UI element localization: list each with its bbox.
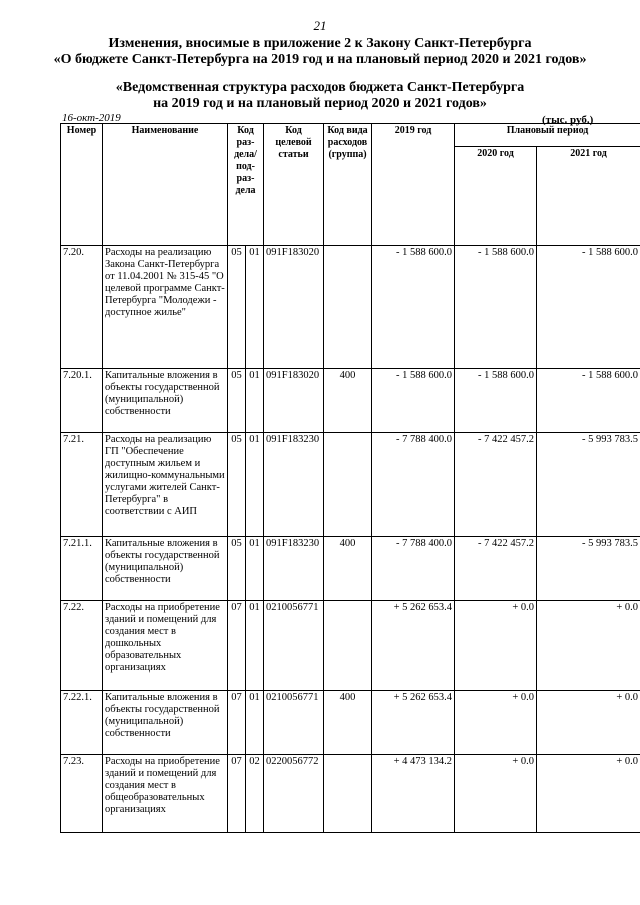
budget-table — [60, 123, 640, 833]
row-number: 7.20. — [61, 246, 103, 369]
header-expense-type-code: Код вида расходов (группа) — [324, 124, 372, 246]
row-target: 091F183230 — [264, 433, 324, 537]
row-2020: + 0.0 — [455, 755, 537, 833]
row-2019: - 7 788 400.0 — [372, 433, 455, 537]
row-expense-type — [324, 601, 372, 691]
row-name: Капитальные вложения в объекты государственной (муниципальной) собственности — [103, 691, 228, 755]
header-name: Наименование — [103, 124, 228, 246]
row-2019: + 5 262 653.4 — [372, 601, 455, 691]
row-section: 05 — [228, 433, 246, 537]
table-row — [61, 537, 640, 601]
row-target: 0220056772 — [264, 755, 324, 833]
row-target: 0210056771 — [264, 601, 324, 691]
row-2020: - 7 422 457.2 — [455, 433, 537, 537]
row-2020: + 0.0 — [455, 601, 537, 691]
row-2019: - 1 588 600.0 — [372, 246, 455, 369]
row-expense-type — [324, 755, 372, 833]
row-2021: - 1 588 600.0 — [537, 246, 640, 369]
row-subsection: 01 — [246, 433, 264, 537]
row-number: 7.21. — [61, 433, 103, 537]
row-2021: - 1 588 600.0 — [537, 369, 640, 433]
row-2020: - 1 588 600.0 — [455, 369, 537, 433]
document-title — [0, 36, 640, 68]
header-number: Номер — [61, 124, 103, 246]
row-section: 07 — [228, 755, 246, 833]
row-2019: - 1 588 600.0 — [372, 369, 455, 433]
header-2021: 2021 год — [537, 147, 640, 246]
row-target: 091F183230 — [264, 537, 324, 601]
row-name: Капитальные вложения в объекты государственной (муниципальной) собственности — [103, 369, 228, 433]
table-row — [61, 601, 640, 691]
row-target: 091F183020 — [264, 246, 324, 369]
row-expense-type: 400 — [324, 691, 372, 755]
row-2020: - 7 422 457.2 — [455, 537, 537, 601]
row-name: Капитальные вложения в объекты государственной (муниципальной) собственности — [103, 537, 228, 601]
table-row — [61, 246, 640, 369]
row-2021: + 0.0 — [537, 755, 640, 833]
row-name: Расходы на приобретение зданий и помещений для создания мест в общеобразовательных организациях — [103, 755, 228, 833]
row-number: 7.22. — [61, 601, 103, 691]
row-expense-type — [324, 433, 372, 537]
row-target: 091F183020 — [264, 369, 324, 433]
row-2021: - 5 993 783.5 — [537, 433, 640, 537]
row-subsection: 01 — [246, 537, 264, 601]
row-expense-type: 400 — [324, 537, 372, 601]
table-row — [61, 433, 640, 537]
row-2019: + 4 473 134.2 — [372, 755, 455, 833]
row-name: Расходы на приобретение зданий и помещений для создания мест в дошкольных образовательных организациях — [103, 601, 228, 691]
row-subsection: 01 — [246, 691, 264, 755]
row-2021: + 0.0 — [537, 601, 640, 691]
title-line-1: Изменения, вносимые в приложение 2 к Закону Санкт-Петербурга — [108, 36, 532, 51]
header-section-code: Код раз-дела/ под-раз-дела — [228, 124, 264, 246]
row-number: 7.21.1. — [61, 537, 103, 601]
table-row — [61, 755, 640, 833]
row-expense-type: 400 — [324, 369, 372, 433]
row-section: 05 — [228, 369, 246, 433]
table-row — [61, 369, 640, 433]
document-date: 16-окт-2019 — [62, 112, 121, 124]
row-subsection: 01 — [246, 369, 264, 433]
row-number: 7.22.1. — [61, 691, 103, 755]
row-section: 07 — [228, 691, 246, 755]
title-line-2: «О бюджете Санкт-Петербурга на 2019 год и на плановый период 2020 и 2021 годов» — [53, 52, 587, 67]
row-2020: + 0.0 — [455, 691, 537, 755]
row-section: 07 — [228, 601, 246, 691]
row-2021: + 0.0 — [537, 691, 640, 755]
row-number: 7.23. — [61, 755, 103, 833]
units-label: (тыс. руб.) — [542, 114, 594, 126]
row-2019: - 7 788 400.0 — [372, 537, 455, 601]
row-section: 05 — [228, 537, 246, 601]
header-2020: 2020 год — [455, 147, 537, 246]
subtitle-line-1: «Ведомственная структура расходов бюджета Санкт-Петербурга — [115, 80, 525, 95]
row-2021: - 5 993 783.5 — [537, 537, 640, 601]
header-planned-period: Плановый период — [455, 124, 640, 147]
subtitle-line-2: на 2019 год и на плановый период 2020 и 2021 годов» — [153, 96, 487, 111]
row-2020: - 1 588 600.0 — [455, 246, 537, 369]
document-subtitle — [0, 80, 640, 112]
row-number: 7.20.1. — [61, 369, 103, 433]
row-name: Расходы на реализацию Закона Санкт-Петербурга от 11.04.2001 № 315-45 "О целевой программе Санкт-Петербурга "Молодежи - доступное жилье" — [103, 246, 228, 369]
row-subsection: 01 — [246, 601, 264, 691]
header-2019: 2019 год — [372, 124, 455, 246]
table-row — [61, 691, 640, 755]
row-section: 05 — [228, 246, 246, 369]
row-name: Расходы на реализацию ГП "Обеспечение доступным жильем и жилищно-коммунальными услугами жителей Санкт-Петербурга" в соответствии с АИП — [103, 433, 228, 537]
row-target: 0210056771 — [264, 691, 324, 755]
row-subsection: 01 — [246, 246, 264, 369]
row-subsection: 02 — [246, 755, 264, 833]
row-2019: + 5 262 653.4 — [372, 691, 455, 755]
row-expense-type — [324, 246, 372, 369]
page-number: 21 — [313, 18, 327, 33]
header-target-code: Код целевой статьи — [264, 124, 324, 246]
